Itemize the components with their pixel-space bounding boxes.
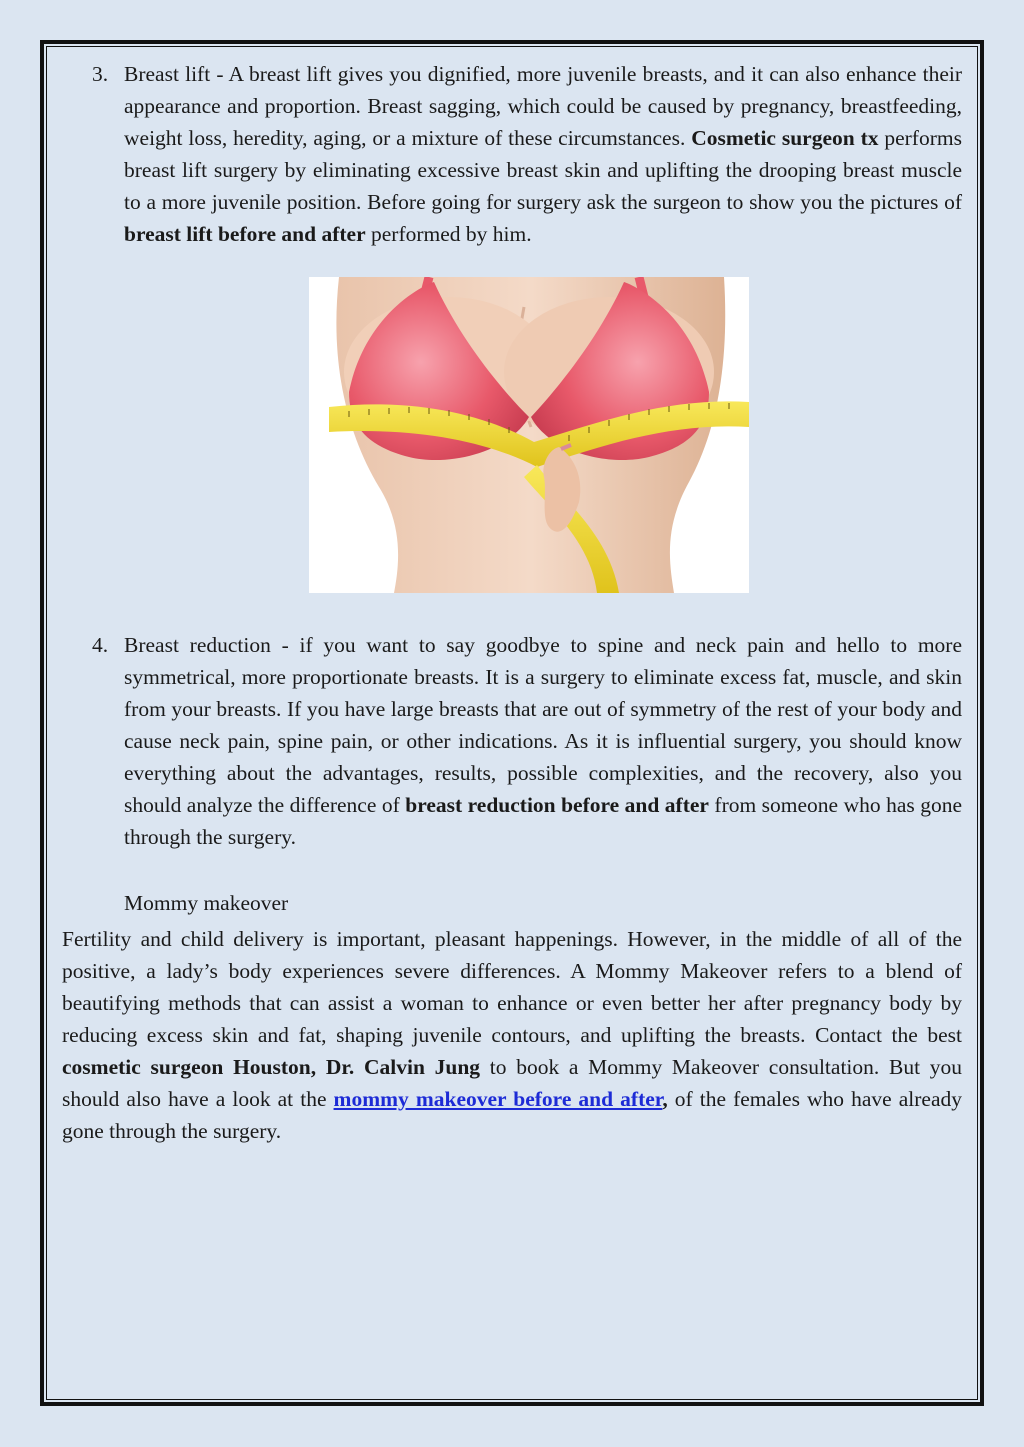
bold-keyword: cosmetic surgeon Houston, Dr. Calvin Jung (62, 1055, 481, 1079)
text-run: from someone who has gone through the surgery. (124, 793, 962, 849)
text-run: performed by him. (365, 222, 532, 246)
list-item-breast-lift (62, 58, 962, 250)
mommy-makeover-paragraph (62, 923, 962, 1147)
text-run: Fertility and child delivery is important, pleasant happenings. However, in the middle of all of the positive, a lady’s body experiences severe differences. A Mommy Makeover refers to a blend of beautifying methods that can assist a woman to enhance or even better her after pregnancy body by reducing excess skin and fat, shaping juvenile contours, and uplifting the breasts. Contact the best (62, 927, 962, 1047)
bra-measuring-tape-photo (309, 277, 749, 593)
text-run: Breast reduction - if you want to say goodbye to spine and neck pain and hello to more symmetrical, more proportionate breasts. It is a surgery to eliminate excess fat, muscle, and skin from your breasts. If you have large breasts that are out of symmetry of the rest of your body and cause neck pain, spine pain, or other indications. As it is influential surgery, you should know everything about the advantages, results, possible complexities, and the recovery, also you should analyze the difference of (124, 633, 962, 817)
bold-keyword: Cosmetic surgeon tx (691, 126, 879, 150)
text-run: to book a Mommy Makeover consultation. But you should also have a look at the (62, 1055, 962, 1111)
text-run: of the females who have already gone through the surgery. (62, 1087, 962, 1143)
bold-keyword: breast lift before and after (124, 222, 366, 246)
list-number: 3. (92, 62, 109, 86)
list-number: 4. (92, 633, 109, 657)
list-item-text (124, 629, 962, 853)
mommy-makeover-link[interactable]: mommy makeover before and after (333, 1087, 663, 1111)
text-run: performs breast lift surgery by eliminating excessive breast skin and uplifting the drooping breast muscle to a more juvenile position. Before going for surgery ask the surgeon to show you the pictures of (124, 126, 962, 214)
section-heading: Mommy makeover (124, 891, 289, 915)
list-item-breast-reduction (62, 629, 962, 853)
text-run: Breast lift - A breast lift gives you dignified, more juvenile breasts, and it can also enhance their appearance and proportion. Breast sagging, which could be caused by pregnancy, breastfeeding, weight loss, heredity, aging, or a mixture of these circumstances. (124, 62, 962, 150)
bold-keyword: breast reduction before and after (405, 793, 709, 817)
document-content (62, 58, 962, 1147)
list-item-text (124, 58, 962, 250)
link-comma: , (662, 1087, 668, 1111)
